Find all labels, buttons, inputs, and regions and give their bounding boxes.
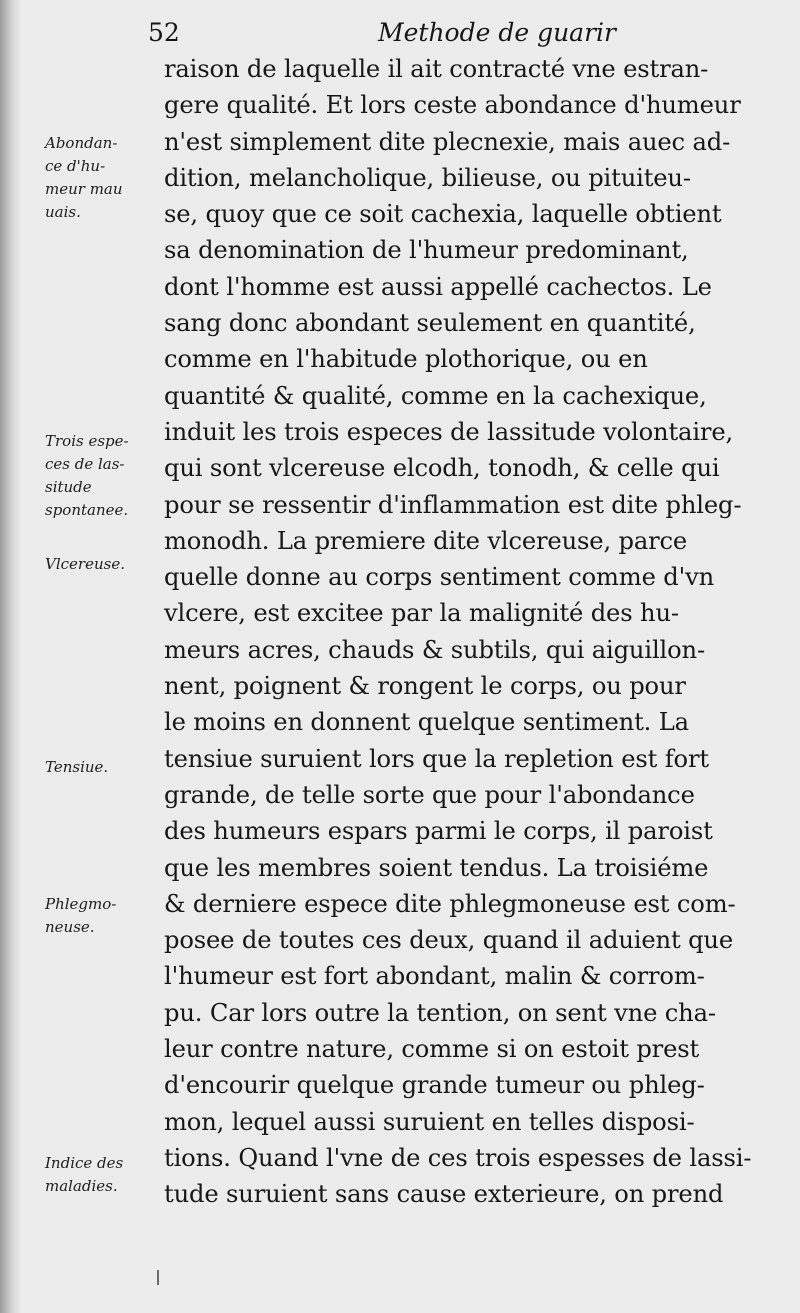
text-line: des humeurs espars parmi le corps, il paroist — [164, 817, 713, 846]
text-line: dition, melancholique, bilieuse, ou pituiteu- — [164, 163, 691, 192]
page-number: 52 — [148, 18, 180, 47]
margin-note-line: Vlcereuse. — [45, 555, 125, 573]
running-head — [148, 18, 616, 50]
margin-note-phlegmoneuse — [45, 893, 163, 939]
body-text — [164, 51, 776, 1213]
text-line: monodh. La premiere dite vlcereuse, parce — [164, 526, 688, 555]
text-line: pour se ressentir d'inflammation est dite phleg- — [164, 490, 742, 519]
text-line: leur contre nature, comme si on estoit prest — [164, 1035, 700, 1064]
text-line: sang donc abondant seulement en quantité, — [164, 309, 696, 338]
text-line: gere qualité. Et lors ceste abondance d'humeur — [164, 91, 741, 120]
margin-note-line: maladies. — [45, 1177, 118, 1195]
text-line: grande, de telle sorte que pour l'abondance — [164, 780, 695, 809]
text-line: pu. Car lors outre la tention, on sent vne cha- — [164, 998, 716, 1027]
text-line: comme en l'habitude plothorique, ou en — [164, 345, 648, 374]
text-line: que les membres soient tendus. La troisiéme — [164, 853, 709, 882]
text-line: se, quoy que ce soit cachexia, laquelle obtient — [164, 200, 722, 229]
text-line: tude suruient sans cause exterieure, on prend — [164, 1180, 724, 1209]
margin-note-line: ce d'hu- — [45, 157, 106, 175]
text-line: tensiue suruient lors que la repletion est fort — [164, 744, 709, 773]
margin-note-line: situde — [45, 478, 92, 496]
text-line: quantité & qualité, comme en la cachexique, — [164, 381, 707, 410]
text-line: qui sont vlcereuse elcodh, tonodh, & celle qui — [164, 454, 720, 483]
text-line: dont l'homme est aussi appellé cachectos. Le — [164, 272, 712, 301]
text-line: posee de toutes ces deux, quand il aduient que — [164, 926, 733, 955]
text-line: quelle donne au corps sentiment comme d'vn — [164, 563, 715, 592]
margin-note-abondance — [45, 132, 163, 224]
margin-note-line: ces de las- — [45, 455, 125, 473]
margin-note-line: Trois espe- — [45, 432, 129, 450]
text-line: raison de laquelle il ait contracté vne estran- — [164, 55, 709, 83]
print-mark — [157, 1270, 159, 1285]
text-line: sa denomination de l'humeur predominant, — [164, 236, 689, 265]
margin-note-line: Indice des — [45, 1154, 124, 1172]
margin-note-vlcereuse — [45, 553, 163, 576]
margin-note-line: uais. — [45, 203, 81, 221]
margin-note-line: neuse. — [45, 918, 95, 936]
margin-note-indice — [45, 1152, 163, 1198]
margin-note-line: meur mau — [45, 180, 123, 198]
margin-note-tensiue — [45, 756, 163, 779]
text-line: & derniere espece dite phlegmoneuse est com- — [164, 889, 736, 918]
text-line: tions. Quand l'vne de ces trois espesses de lassi- — [164, 1143, 752, 1172]
page-header-title: Methode de guarir — [378, 18, 616, 47]
margin-note-line: spontanee. — [45, 501, 129, 519]
text-line: mon, lequel aussi suruient en telles disposi- — [164, 1107, 695, 1136]
margin-note-line: Abondan- — [45, 134, 118, 152]
text-line: meurs acres, chauds & subtils, qui aiguillon- — [164, 635, 705, 664]
text-line: d'encourir quelque grande tumeur ou phleg- — [164, 1071, 705, 1100]
margin-note-trois-especes — [45, 430, 163, 522]
text-line: nent, poignent & rongent le corps, ou pour — [164, 672, 686, 701]
text-line: l'humeur est fort abondant, malin & corrom- — [164, 962, 705, 991]
margin-note-line: Phlegmo- — [45, 895, 117, 913]
text-line: n'est simplement dite plecnexie, mais auec ad- — [164, 127, 731, 156]
margin-note-line: Tensiue. — [45, 758, 109, 776]
text-line: vlcere, est excitee par la malignité des hu- — [164, 599, 679, 628]
text-line: le moins en donnent quelque sentiment. La — [164, 708, 689, 737]
text-line: induit les trois especes de lassitude volontaire, — [164, 417, 734, 446]
